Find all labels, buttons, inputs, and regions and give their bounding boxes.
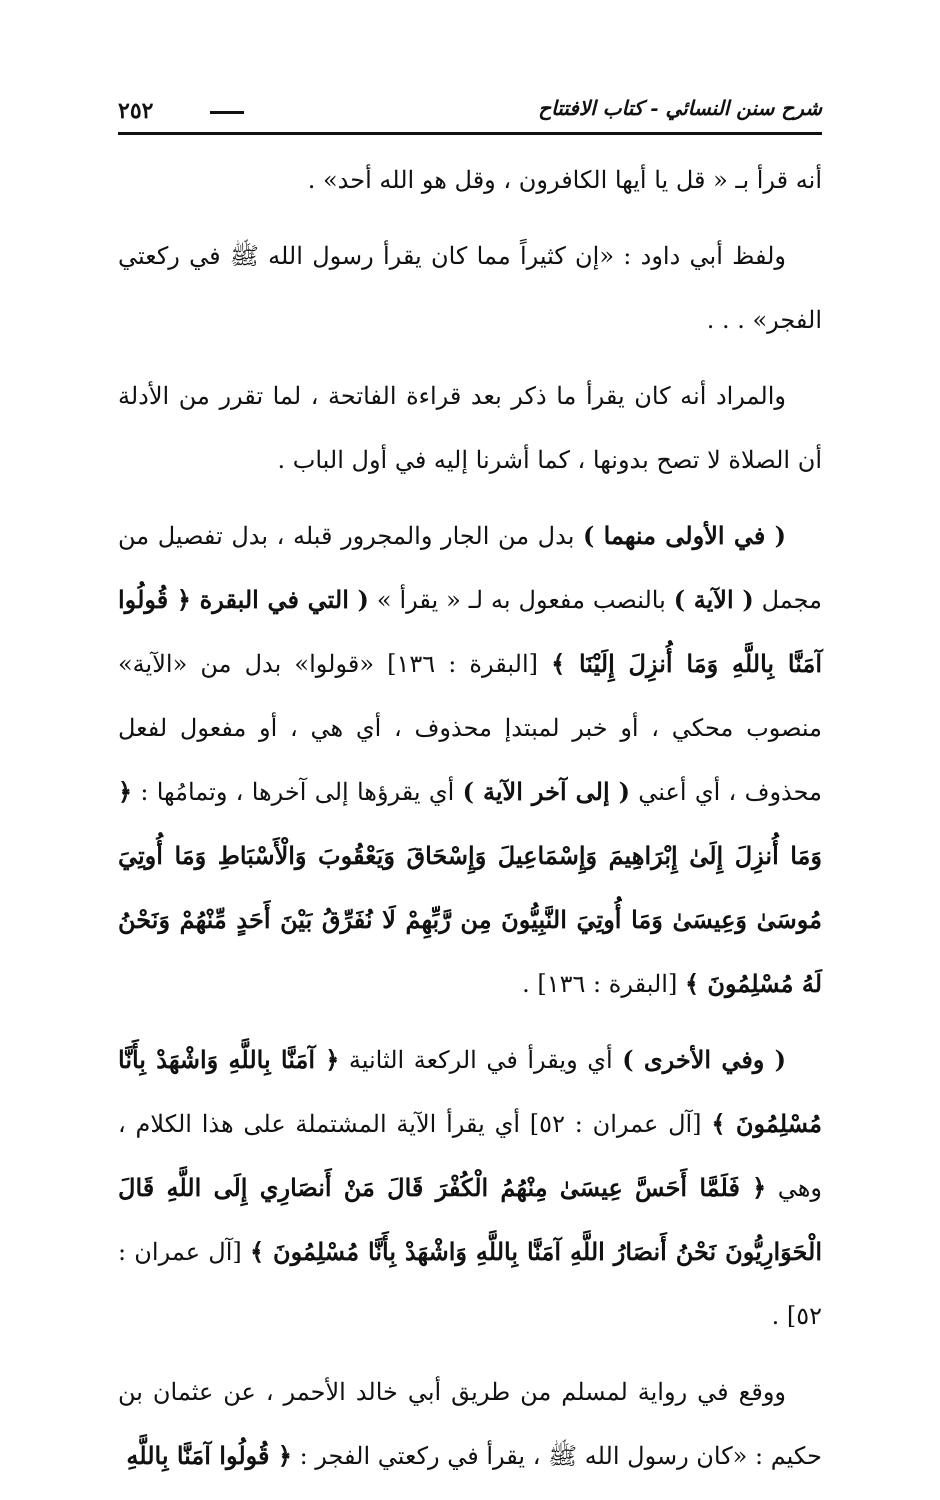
quran-quote: ﴿ فَلَمَّا أَحَسَّ عِيسَىٰ مِنْهُمُ الْكُفْرَ قَالَ مَنْ أَنصَارِي إِلَى اللَّهِ قَالَ الْحَوَارِيُّونَ نَحْنُ أَنصَارُ اللَّهِ آمَنَّا بِاللَّهِ وَاشْهَدْ بِأَنَّا مُسْلِمُونَ ﴾ — [118, 1173, 822, 1266]
commentary-text: ووقع في رواية لمسلم من طريق أبي خالد الأحمر ، عن عثمان بن حكيم : «كان رسول الله ﷺ ، يقرأ في ركعتي الفجر : — [118, 1378, 822, 1470]
paragraph-text: ولفظ أبي داود : «إن كثيراً مما كان يقرأ رسول الله ﷺ في ركعتي الفجر» . . . — [118, 242, 822, 334]
paragraph-1 — [118, 148, 822, 212]
header-rule — [118, 132, 822, 135]
commentary-text: [آل عمران : ٥٢] أي يقرأ الآية المشتملة على هذا الكلام ، وهي — [118, 1110, 822, 1202]
lemma-text: ( الآية ) — [673, 585, 754, 614]
page-number: ٢٥٢ — [118, 98, 154, 124]
running-header — [118, 88, 822, 130]
page — [118, 88, 823, 1470]
lemma-text: ( إلى آخر الآية ) — [462, 777, 631, 806]
page-number-dash — [210, 111, 244, 114]
paragraph-2 — [118, 224, 822, 352]
commentary-text: [البقرة : ١٣٦] «قولوا» بدل من «الآية» منصوب محكي ، أو خبر لمبتدإ محذوف ، أي هي ، أو مفعول لفعل محذوف ، أي أعني — [118, 650, 822, 806]
quran-quote: ﴿ وَمَا أُنزِلَ إِلَىٰ إِبْرَاهِيمَ وَإِسْمَاعِيلَ وَإِسْحَاقَ وَيَعْقُوبَ وَالْأَسْبَاطِ وَمَا أُوتِيَ مُوسَىٰ وَعِيسَىٰ وَمَا أُوتِيَ النَّبِيُّونَ مِن رَّبِّهِمْ لَا نُفَرِّقُ بَيْنَ أَحَدٍ مِّنْهُمْ وَنَحْنُ لَهُ مُسْلِمُونَ ﴾ — [118, 777, 822, 998]
commentary-text: أي يقرؤها إلى آخرها ، وتمامُها : — [132, 778, 463, 806]
paragraph-3 — [118, 364, 822, 492]
paragraph-text: والمراد أنه كان يقرأ ما ذكر بعد قراءة الفاتحة ، لما تقرر من الأدلة أن الصلاة لا تصح بدونها ، كما أشرنا إليه في أول الباب . — [118, 382, 822, 474]
citation-text: [آل عمران : ٥٢] . — [118, 1238, 822, 1330]
running-header-title: شرح سنن النسائي - كتاب الافتتاح — [538, 96, 822, 120]
paragraph-4 — [118, 504, 822, 1016]
paragraph-5 — [118, 1028, 822, 1348]
body-text — [118, 148, 822, 1500]
quran-quote: ﴿ آمَنَّا بِاللَّهِ وَاشْهَدْ بِأَنَّا مُسْلِمُونَ ﴾ — [118, 1045, 822, 1138]
commentary-text: بدل من الجار والمجرور قبله ، بدل تفصيل من مجمل — [118, 522, 823, 614]
quran-quote: ﴿ قُولُوا آمَنَّا بِاللَّهِ — [126, 1441, 292, 1470]
lemma-text: ( وفي الأخرى ) — [622, 1045, 786, 1074]
paragraph-text: أنه قرأ بـ « قل يا أيها الكافرون ، وقل هو الله أحد» . — [307, 166, 822, 194]
citation-text: [البقرة : ١٣٦] . — [522, 970, 685, 998]
commentary-text: بالنصب مفعول به لـ « يقرأ » — [368, 586, 674, 614]
commentary-text: أي ويقرأ في الركعة الثانية — [339, 1046, 623, 1074]
paragraph-6 — [118, 1360, 822, 1488]
quran-quote: ( التي في البقرة ﴿ قُولُوا آمَنَّا بِاللَّهِ وَمَا أُنزِلَ إِلَيْنَا ﴾ — [118, 585, 823, 678]
lemma-text: ( في الأولى منهما ) — [582, 521, 786, 550]
